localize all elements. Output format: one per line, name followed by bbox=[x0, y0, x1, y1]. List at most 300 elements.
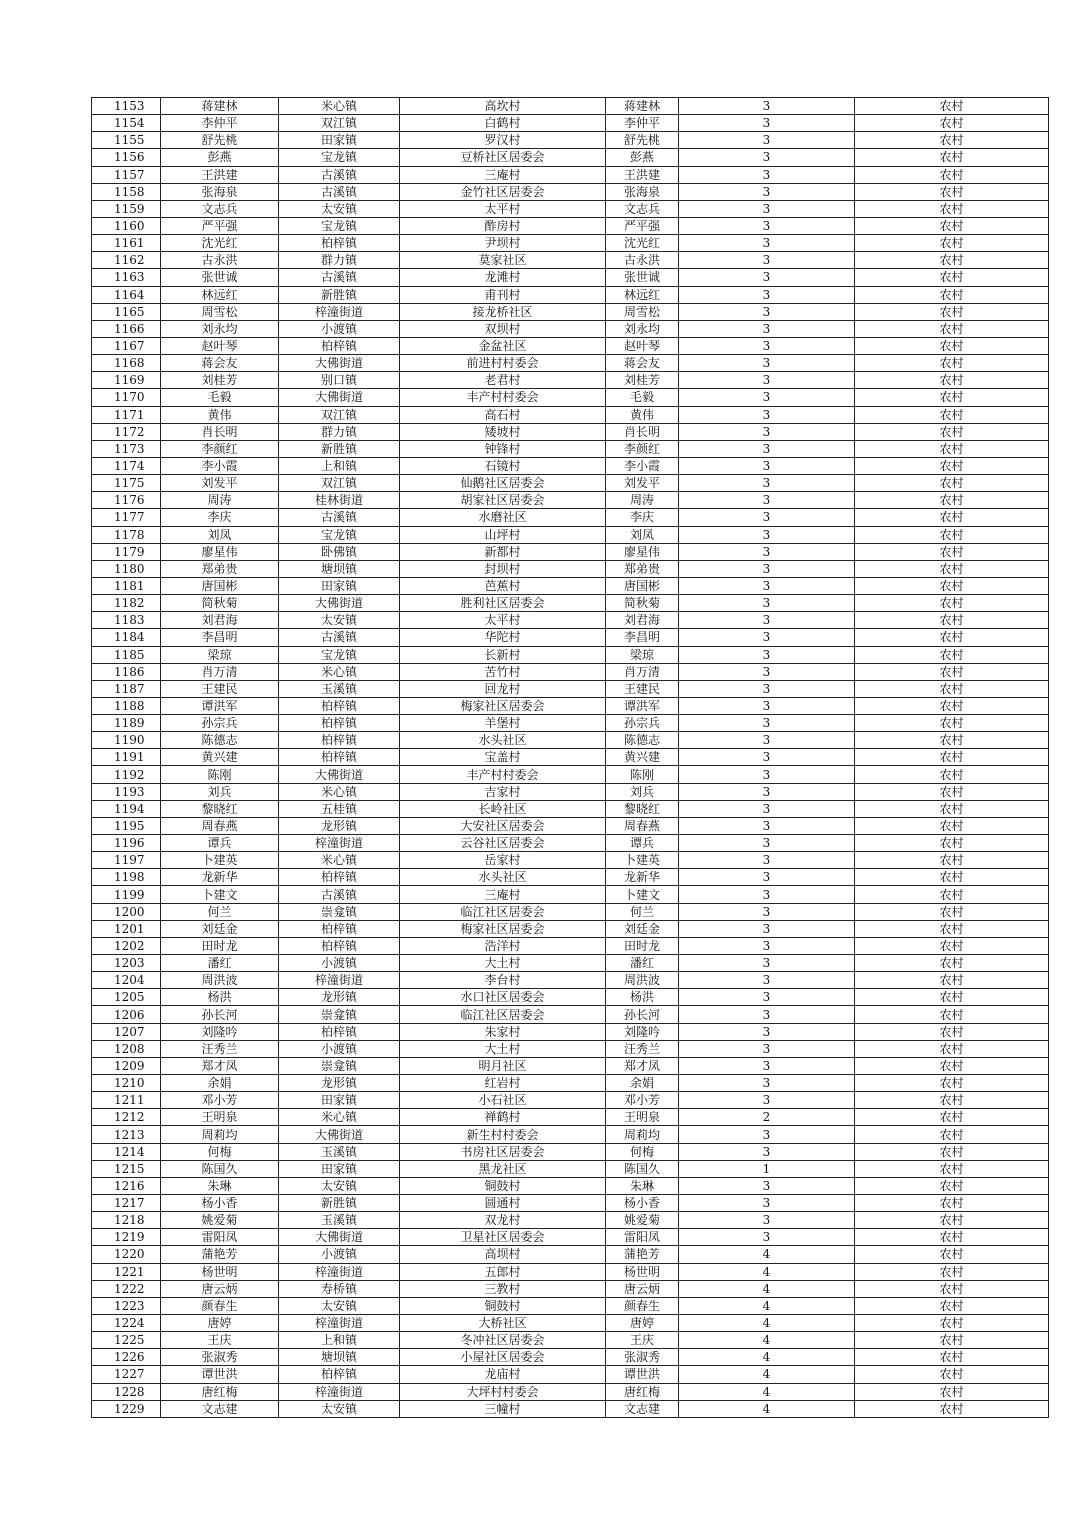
town-cell: 米心镇 bbox=[279, 1109, 400, 1126]
town-cell: 梓潼街道 bbox=[279, 835, 400, 852]
count-cell: 3 bbox=[679, 903, 855, 920]
town-cell: 小渡镇 bbox=[279, 1246, 400, 1263]
type-cell: 农村 bbox=[855, 98, 1049, 115]
count-cell: 3 bbox=[679, 509, 855, 526]
town-cell: 梓潼街道 bbox=[279, 1383, 400, 1400]
count-cell: 3 bbox=[679, 526, 855, 543]
type-cell: 农村 bbox=[855, 903, 1049, 920]
village-cell: 黑龙社区 bbox=[400, 1160, 606, 1177]
count-cell: 3 bbox=[679, 869, 855, 886]
applicant-cell: 田时龙 bbox=[606, 937, 679, 954]
village-cell: 新生村村委会 bbox=[400, 1126, 606, 1143]
town-cell: 太安镇 bbox=[279, 1400, 400, 1417]
table-row bbox=[92, 526, 1049, 543]
table-row bbox=[92, 1057, 1049, 1074]
village-cell: 五郎村 bbox=[400, 1263, 606, 1280]
applicant-cell: 周洪波 bbox=[606, 972, 679, 989]
name-cell: 潘红 bbox=[161, 955, 279, 972]
table-row bbox=[92, 166, 1049, 183]
applicant-cell: 谭洪军 bbox=[606, 697, 679, 714]
table-row bbox=[92, 320, 1049, 337]
name-cell: 蒋会友 bbox=[161, 355, 279, 372]
town-cell: 田家镇 bbox=[279, 1092, 400, 1109]
row-number: 1194 bbox=[92, 800, 161, 817]
type-cell: 农村 bbox=[855, 1366, 1049, 1383]
name-cell: 赵叶琴 bbox=[161, 337, 279, 354]
village-cell: 接龙桥社区 bbox=[400, 303, 606, 320]
count-cell: 4 bbox=[679, 1349, 855, 1366]
village-cell: 水头社区 bbox=[400, 732, 606, 749]
name-cell: 卜建文 bbox=[161, 886, 279, 903]
table-row bbox=[92, 1400, 1049, 1417]
village-cell: 水头社区 bbox=[400, 869, 606, 886]
village-cell: 酢房村 bbox=[400, 217, 606, 234]
applicant-cell: 文志建 bbox=[606, 1400, 679, 1417]
name-cell: 刘凤 bbox=[161, 526, 279, 543]
row-number: 1175 bbox=[92, 475, 161, 492]
table-row bbox=[92, 1160, 1049, 1177]
count-cell: 4 bbox=[679, 1297, 855, 1314]
name-cell: 王洪建 bbox=[161, 166, 279, 183]
applicant-cell: 陈德志 bbox=[606, 732, 679, 749]
count-cell: 3 bbox=[679, 595, 855, 612]
applicant-cell: 蒋会友 bbox=[606, 355, 679, 372]
name-cell: 刘隆吟 bbox=[161, 1023, 279, 1040]
name-cell: 文志建 bbox=[161, 1400, 279, 1417]
town-cell: 群力镇 bbox=[279, 252, 400, 269]
applicant-cell: 何兰 bbox=[606, 903, 679, 920]
row-number: 1201 bbox=[92, 920, 161, 937]
row-number: 1171 bbox=[92, 406, 161, 423]
village-cell: 太平村 bbox=[400, 612, 606, 629]
table-row bbox=[92, 937, 1049, 954]
town-cell: 宝龙镇 bbox=[279, 217, 400, 234]
name-cell: 廖星伟 bbox=[161, 543, 279, 560]
village-cell: 华陀村 bbox=[400, 629, 606, 646]
count-cell: 3 bbox=[679, 560, 855, 577]
type-cell: 农村 bbox=[855, 783, 1049, 800]
type-cell: 农村 bbox=[855, 1057, 1049, 1074]
type-cell: 农村 bbox=[855, 372, 1049, 389]
count-cell: 3 bbox=[679, 577, 855, 594]
village-cell: 铜鼓村 bbox=[400, 1177, 606, 1194]
name-cell: 孙宗兵 bbox=[161, 715, 279, 732]
applicant-cell: 刘凤 bbox=[606, 526, 679, 543]
town-cell: 崇龛镇 bbox=[279, 903, 400, 920]
count-cell: 3 bbox=[679, 715, 855, 732]
name-cell: 杨洪 bbox=[161, 989, 279, 1006]
table-row bbox=[92, 1126, 1049, 1143]
town-cell: 大佛街道 bbox=[279, 1126, 400, 1143]
town-cell: 小渡镇 bbox=[279, 320, 400, 337]
table-row bbox=[92, 132, 1049, 149]
type-cell: 农村 bbox=[855, 1023, 1049, 1040]
village-cell: 大桥社区 bbox=[400, 1314, 606, 1331]
applicant-cell: 刘廷金 bbox=[606, 920, 679, 937]
row-number: 1174 bbox=[92, 457, 161, 474]
village-cell: 封坝村 bbox=[400, 560, 606, 577]
count-cell: 3 bbox=[679, 972, 855, 989]
town-cell: 双江镇 bbox=[279, 406, 400, 423]
village-cell: 水口社区居委会 bbox=[400, 989, 606, 1006]
type-cell: 农村 bbox=[855, 1075, 1049, 1092]
name-cell: 张海泉 bbox=[161, 183, 279, 200]
village-cell: 豆桥社区居委会 bbox=[400, 149, 606, 166]
count-cell: 3 bbox=[679, 1126, 855, 1143]
table-row bbox=[92, 852, 1049, 869]
town-cell: 田家镇 bbox=[279, 577, 400, 594]
count-cell: 3 bbox=[679, 732, 855, 749]
name-cell: 谭兵 bbox=[161, 835, 279, 852]
type-cell: 农村 bbox=[855, 852, 1049, 869]
table-row bbox=[92, 1023, 1049, 1040]
count-cell: 3 bbox=[679, 629, 855, 646]
type-cell: 农村 bbox=[855, 526, 1049, 543]
name-cell: 邓小芳 bbox=[161, 1092, 279, 1109]
table-row bbox=[92, 749, 1049, 766]
row-number: 1164 bbox=[92, 286, 161, 303]
count-cell: 3 bbox=[679, 457, 855, 474]
row-number: 1203 bbox=[92, 955, 161, 972]
applicant-cell: 陈国久 bbox=[606, 1160, 679, 1177]
name-cell: 刘永均 bbox=[161, 320, 279, 337]
count-cell: 3 bbox=[679, 920, 855, 937]
document-page bbox=[91, 97, 1049, 1418]
applicant-cell: 黄兴建 bbox=[606, 749, 679, 766]
town-cell: 米心镇 bbox=[279, 783, 400, 800]
row-number: 1154 bbox=[92, 115, 161, 132]
applicant-cell: 周莉均 bbox=[606, 1126, 679, 1143]
row-number: 1197 bbox=[92, 852, 161, 869]
table-row bbox=[92, 715, 1049, 732]
data-table bbox=[91, 97, 1049, 1418]
applicant-cell: 严平强 bbox=[606, 217, 679, 234]
town-cell: 古溪镇 bbox=[279, 183, 400, 200]
table-row bbox=[92, 1366, 1049, 1383]
table-row bbox=[92, 1314, 1049, 1331]
name-cell: 张淑秀 bbox=[161, 1349, 279, 1366]
table-row bbox=[92, 1040, 1049, 1057]
count-cell: 3 bbox=[679, 680, 855, 697]
row-number: 1218 bbox=[92, 1212, 161, 1229]
count-cell: 3 bbox=[679, 320, 855, 337]
applicant-cell: 张世诚 bbox=[606, 269, 679, 286]
town-cell: 柏梓镇 bbox=[279, 869, 400, 886]
village-cell: 尹坝村 bbox=[400, 235, 606, 252]
type-cell: 农村 bbox=[855, 475, 1049, 492]
row-number: 1206 bbox=[92, 1006, 161, 1023]
table-row bbox=[92, 269, 1049, 286]
town-cell: 柏梓镇 bbox=[279, 235, 400, 252]
type-cell: 农村 bbox=[855, 595, 1049, 612]
count-cell: 3 bbox=[679, 132, 855, 149]
applicant-cell: 王建民 bbox=[606, 680, 679, 697]
town-cell: 宝龙镇 bbox=[279, 526, 400, 543]
table-row bbox=[92, 355, 1049, 372]
type-cell: 农村 bbox=[855, 1212, 1049, 1229]
count-cell: 4 bbox=[679, 1366, 855, 1383]
village-cell: 圆通村 bbox=[400, 1195, 606, 1212]
name-cell: 唐云炳 bbox=[161, 1280, 279, 1297]
applicant-cell: 肖万清 bbox=[606, 663, 679, 680]
type-cell: 农村 bbox=[855, 303, 1049, 320]
count-cell: 3 bbox=[679, 783, 855, 800]
type-cell: 农村 bbox=[855, 269, 1049, 286]
applicant-cell: 杨世明 bbox=[606, 1263, 679, 1280]
town-cell: 柏梓镇 bbox=[279, 749, 400, 766]
count-cell: 3 bbox=[679, 235, 855, 252]
count-cell: 3 bbox=[679, 337, 855, 354]
town-cell: 梓潼街道 bbox=[279, 1263, 400, 1280]
table-row bbox=[92, 732, 1049, 749]
count-cell: 3 bbox=[679, 406, 855, 423]
count-cell: 3 bbox=[679, 1143, 855, 1160]
row-number: 1169 bbox=[92, 372, 161, 389]
name-cell: 李仲平 bbox=[161, 115, 279, 132]
row-number: 1153 bbox=[92, 98, 161, 115]
village-cell: 龙庙村 bbox=[400, 1366, 606, 1383]
town-cell: 新胜镇 bbox=[279, 286, 400, 303]
type-cell: 农村 bbox=[855, 1297, 1049, 1314]
applicant-cell: 唐红梅 bbox=[606, 1383, 679, 1400]
town-cell: 太安镇 bbox=[279, 612, 400, 629]
applicant-cell: 雷阳凤 bbox=[606, 1229, 679, 1246]
village-cell: 云谷社区居委会 bbox=[400, 835, 606, 852]
village-cell: 三幢村 bbox=[400, 1400, 606, 1417]
village-cell: 长岭社区 bbox=[400, 800, 606, 817]
row-number: 1178 bbox=[92, 526, 161, 543]
applicant-cell: 古永洪 bbox=[606, 252, 679, 269]
name-cell: 郑才凤 bbox=[161, 1057, 279, 1074]
village-cell: 大土村 bbox=[400, 1040, 606, 1057]
applicant-cell: 卜建英 bbox=[606, 852, 679, 869]
village-cell: 梅家社区居委会 bbox=[400, 697, 606, 714]
name-cell: 刘兵 bbox=[161, 783, 279, 800]
village-cell: 老君村 bbox=[400, 372, 606, 389]
name-cell: 杨小香 bbox=[161, 1195, 279, 1212]
table-row bbox=[92, 183, 1049, 200]
table-row bbox=[92, 766, 1049, 783]
applicant-cell: 李仲平 bbox=[606, 115, 679, 132]
count-cell: 3 bbox=[679, 1057, 855, 1074]
row-number: 1186 bbox=[92, 663, 161, 680]
count-cell: 3 bbox=[679, 423, 855, 440]
type-cell: 农村 bbox=[855, 252, 1049, 269]
type-cell: 农村 bbox=[855, 663, 1049, 680]
type-cell: 农村 bbox=[855, 629, 1049, 646]
town-cell: 梓潼街道 bbox=[279, 972, 400, 989]
count-cell: 4 bbox=[679, 1280, 855, 1297]
row-number: 1192 bbox=[92, 766, 161, 783]
town-cell: 柏梓镇 bbox=[279, 337, 400, 354]
applicant-cell: 颜春生 bbox=[606, 1297, 679, 1314]
type-cell: 农村 bbox=[855, 1040, 1049, 1057]
name-cell: 王明泉 bbox=[161, 1109, 279, 1126]
type-cell: 农村 bbox=[855, 646, 1049, 663]
table-row bbox=[92, 800, 1049, 817]
village-cell: 吉家村 bbox=[400, 783, 606, 800]
name-cell: 雷阳凤 bbox=[161, 1229, 279, 1246]
town-cell: 崇龛镇 bbox=[279, 1057, 400, 1074]
applicant-cell: 余娟 bbox=[606, 1075, 679, 1092]
table-row bbox=[92, 663, 1049, 680]
table-row bbox=[92, 577, 1049, 594]
type-cell: 农村 bbox=[855, 389, 1049, 406]
applicant-cell: 王洪建 bbox=[606, 166, 679, 183]
table-row bbox=[92, 1109, 1049, 1126]
table-row bbox=[92, 1075, 1049, 1092]
town-cell: 双江镇 bbox=[279, 115, 400, 132]
village-cell: 浩洋村 bbox=[400, 937, 606, 954]
town-cell: 柏梓镇 bbox=[279, 937, 400, 954]
row-number: 1198 bbox=[92, 869, 161, 886]
type-cell: 农村 bbox=[855, 217, 1049, 234]
applicant-cell: 姚爱菊 bbox=[606, 1212, 679, 1229]
town-cell: 米心镇 bbox=[279, 98, 400, 115]
name-cell: 杨世明 bbox=[161, 1263, 279, 1280]
town-cell: 太安镇 bbox=[279, 1297, 400, 1314]
village-cell: 明月社区 bbox=[400, 1057, 606, 1074]
type-cell: 农村 bbox=[855, 732, 1049, 749]
town-cell: 五桂镇 bbox=[279, 800, 400, 817]
name-cell: 张世诚 bbox=[161, 269, 279, 286]
row-number: 1211 bbox=[92, 1092, 161, 1109]
type-cell: 农村 bbox=[855, 183, 1049, 200]
town-cell: 宝龙镇 bbox=[279, 646, 400, 663]
town-cell: 田家镇 bbox=[279, 1160, 400, 1177]
applicant-cell: 简秋菊 bbox=[606, 595, 679, 612]
applicant-cell: 刘永均 bbox=[606, 320, 679, 337]
village-cell: 水磨社区 bbox=[400, 509, 606, 526]
count-cell: 3 bbox=[679, 543, 855, 560]
type-cell: 农村 bbox=[855, 1332, 1049, 1349]
count-cell: 4 bbox=[679, 1314, 855, 1331]
type-cell: 农村 bbox=[855, 680, 1049, 697]
row-number: 1226 bbox=[92, 1349, 161, 1366]
type-cell: 农村 bbox=[855, 286, 1049, 303]
applicant-cell: 何梅 bbox=[606, 1143, 679, 1160]
type-cell: 农村 bbox=[855, 920, 1049, 937]
name-cell: 李庆 bbox=[161, 509, 279, 526]
type-cell: 农村 bbox=[855, 1195, 1049, 1212]
village-cell: 丰产村村委会 bbox=[400, 389, 606, 406]
type-cell: 农村 bbox=[855, 800, 1049, 817]
applicant-cell: 刘君海 bbox=[606, 612, 679, 629]
table-row bbox=[92, 98, 1049, 115]
town-cell: 米心镇 bbox=[279, 663, 400, 680]
name-cell: 陈刚 bbox=[161, 766, 279, 783]
applicant-cell: 汪秀兰 bbox=[606, 1040, 679, 1057]
row-number: 1168 bbox=[92, 355, 161, 372]
applicant-cell: 潘红 bbox=[606, 955, 679, 972]
village-cell: 新都村 bbox=[400, 543, 606, 560]
row-number: 1214 bbox=[92, 1143, 161, 1160]
town-cell: 古溪镇 bbox=[279, 269, 400, 286]
type-cell: 农村 bbox=[855, 320, 1049, 337]
count-cell: 1 bbox=[679, 1160, 855, 1177]
village-cell: 太平村 bbox=[400, 200, 606, 217]
table-row bbox=[92, 149, 1049, 166]
town-cell: 小渡镇 bbox=[279, 955, 400, 972]
applicant-cell: 王庆 bbox=[606, 1332, 679, 1349]
row-number: 1165 bbox=[92, 303, 161, 320]
count-cell: 3 bbox=[679, 835, 855, 852]
town-cell: 梓潼街道 bbox=[279, 303, 400, 320]
name-cell: 汪秀兰 bbox=[161, 1040, 279, 1057]
count-cell: 4 bbox=[679, 1400, 855, 1417]
type-cell: 农村 bbox=[855, 1280, 1049, 1297]
name-cell: 余娟 bbox=[161, 1075, 279, 1092]
table-row bbox=[92, 886, 1049, 903]
count-cell: 3 bbox=[679, 886, 855, 903]
applicant-cell: 李颜红 bbox=[606, 440, 679, 457]
count-cell: 3 bbox=[679, 440, 855, 457]
row-number: 1172 bbox=[92, 423, 161, 440]
row-number: 1160 bbox=[92, 217, 161, 234]
type-cell: 农村 bbox=[855, 1349, 1049, 1366]
table-row bbox=[92, 595, 1049, 612]
applicant-cell: 孙长河 bbox=[606, 1006, 679, 1023]
row-number: 1215 bbox=[92, 1160, 161, 1177]
village-cell: 梅家社区居委会 bbox=[400, 920, 606, 937]
row-number: 1193 bbox=[92, 783, 161, 800]
count-cell: 3 bbox=[679, 303, 855, 320]
type-cell: 农村 bbox=[855, 937, 1049, 954]
type-cell: 农村 bbox=[855, 132, 1049, 149]
applicant-cell: 刘桂芳 bbox=[606, 372, 679, 389]
name-cell: 朱琳 bbox=[161, 1177, 279, 1194]
count-cell: 3 bbox=[679, 817, 855, 834]
count-cell: 3 bbox=[679, 1195, 855, 1212]
village-cell: 岳家村 bbox=[400, 852, 606, 869]
name-cell: 周洪波 bbox=[161, 972, 279, 989]
row-number: 1225 bbox=[92, 1332, 161, 1349]
row-number: 1155 bbox=[92, 132, 161, 149]
town-cell: 柏梓镇 bbox=[279, 715, 400, 732]
row-number: 1224 bbox=[92, 1314, 161, 1331]
row-number: 1179 bbox=[92, 543, 161, 560]
count-cell: 4 bbox=[679, 1246, 855, 1263]
row-number: 1196 bbox=[92, 835, 161, 852]
town-cell: 柏梓镇 bbox=[279, 697, 400, 714]
name-cell: 孙长河 bbox=[161, 1006, 279, 1023]
village-cell: 矮坡村 bbox=[400, 423, 606, 440]
count-cell: 3 bbox=[679, 937, 855, 954]
village-cell: 前进村村委会 bbox=[400, 355, 606, 372]
row-number: 1202 bbox=[92, 937, 161, 954]
row-number: 1173 bbox=[92, 440, 161, 457]
village-cell: 高石村 bbox=[400, 406, 606, 423]
table-row bbox=[92, 989, 1049, 1006]
name-cell: 李颜红 bbox=[161, 440, 279, 457]
applicant-cell: 唐云炳 bbox=[606, 1280, 679, 1297]
type-cell: 农村 bbox=[855, 612, 1049, 629]
village-cell: 铜鼓村 bbox=[400, 1297, 606, 1314]
row-number: 1176 bbox=[92, 492, 161, 509]
applicant-cell: 林远红 bbox=[606, 286, 679, 303]
name-cell: 李小霞 bbox=[161, 457, 279, 474]
table-row bbox=[92, 457, 1049, 474]
table-row bbox=[92, 783, 1049, 800]
village-cell: 芭蕉村 bbox=[400, 577, 606, 594]
type-cell: 农村 bbox=[855, 200, 1049, 217]
table-row bbox=[92, 1349, 1049, 1366]
applicant-cell: 孙宗兵 bbox=[606, 715, 679, 732]
row-number: 1180 bbox=[92, 560, 161, 577]
applicant-cell: 朱琳 bbox=[606, 1177, 679, 1194]
count-cell: 3 bbox=[679, 766, 855, 783]
name-cell: 严平强 bbox=[161, 217, 279, 234]
